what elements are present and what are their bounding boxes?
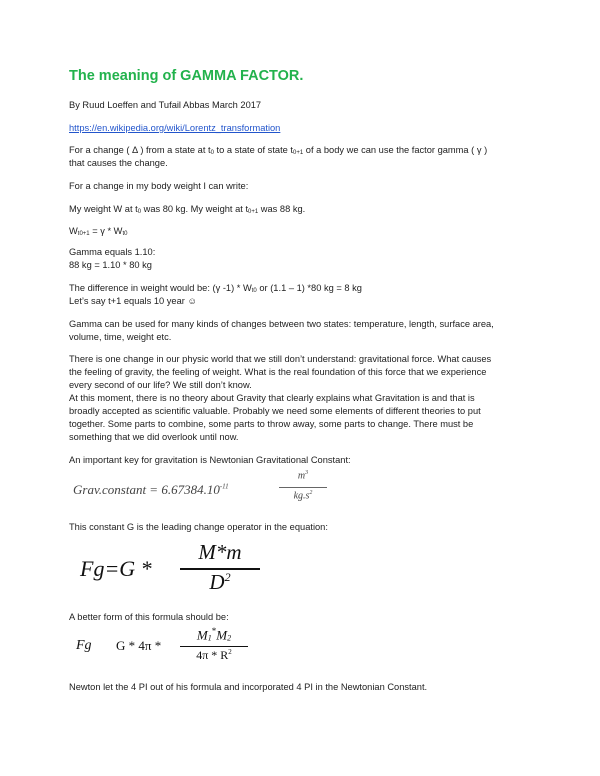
better-form-line: A better form of this formula should be: <box>69 612 229 622</box>
ten-year-line: Let’s say t+1 equals 10 year ☺ <box>69 296 197 306</box>
gravity-paragraph-line-2: the feeling of gravity, the feeling of weight. What is the real foundation of this force that we experience <box>69 367 487 377</box>
byline: By Ruud Loeffen and Tufail Abbas March 2017 <box>69 100 262 110</box>
gravity-paragraph-line-5: broadly accepted as scientific valuable. Probably we need some elements of different theories to put <box>69 406 481 416</box>
weight-formula: $W_{t0+1} = \gamma * W_{t0}$ <box>69 226 128 237</box>
gravity-paragraph-line-4: At this moment, there is no theory about Gravity that clearly explains what Gravitation is and that is <box>69 393 475 403</box>
difference-line: The difference in weight would be: (γ $-1) * W_{t0}$ or (1.1 – 1) *80 kg = 8 kg <box>69 283 362 294</box>
gamma-equals-line: Gamma equals 1.10: <box>69 247 156 257</box>
constant-intro-line: An important key for gravitation is Newtonian Gravitational Constant: <box>69 455 351 465</box>
reference-link-line <box>69 122 280 135</box>
gamma-example-line: 88 kg = 1.10 * 80 kg <box>69 260 152 270</box>
paragraph-change-line-2: that causes the change. <box>69 158 168 168</box>
gravity-paragraph-line-1: There is one change in our physic world that we still don’t understand: gravitational force. What causes <box>69 354 492 364</box>
equation-grav-constant: Grav.constant = $6.67384.10^{-11}$ $m^3$ $kg.s^2$ <box>73 470 373 512</box>
newton-4pi-line: Newton let the 4 PI out of his formula and incorporated 4 PI in the Newtonian Constant. <box>69 682 428 692</box>
gamma-uses-line-1: Gamma can be used for many kinds of changes between two states: temperature, length, surface area, <box>69 319 494 329</box>
fraction-bar <box>180 646 248 647</box>
reference-link[interactable]: https://en.wikipedia.org/wiki/Lorentz_transformation <box>69 123 281 133</box>
equation-newton-gravity: Fg=G * M*m $D^2$ <box>80 540 280 600</box>
equation-better-form: Fg G * 4π * $M_1^*M_2$ $4\pi * R^2$ <box>76 626 276 670</box>
gravity-paragraph-line-7: something that we did overlook until now. <box>69 432 239 442</box>
gravity-paragraph-line-6: together. Some parts to combine, some parts to throw away, some parts to change. There must be <box>69 419 474 429</box>
paragraph-change-line-1: For a change ( Δ ) from a state at $t_0$ to a state of state $t_{0+1}$ of a body we can use the factor gamma ( γ ) <box>69 145 488 156</box>
paragraph-body-weight: For a change in my body weight I can write: <box>69 181 249 191</box>
gravity-paragraph-line-3: every second of our life? We still don’t know. <box>69 380 252 390</box>
fraction-bar <box>279 487 327 488</box>
gamma-uses-line-2: volume, time, weight etc. <box>69 332 172 342</box>
page-title: The meaning of GAMMA FACTOR. <box>69 68 304 84</box>
paragraph-weight-values: My weight W at $t_0$ was 80 kg. My weight at $t_{0+1}$ was 88 kg. <box>69 204 306 215</box>
constant-operator-line: This constant G is the leading change operator in the equation: <box>69 522 328 532</box>
